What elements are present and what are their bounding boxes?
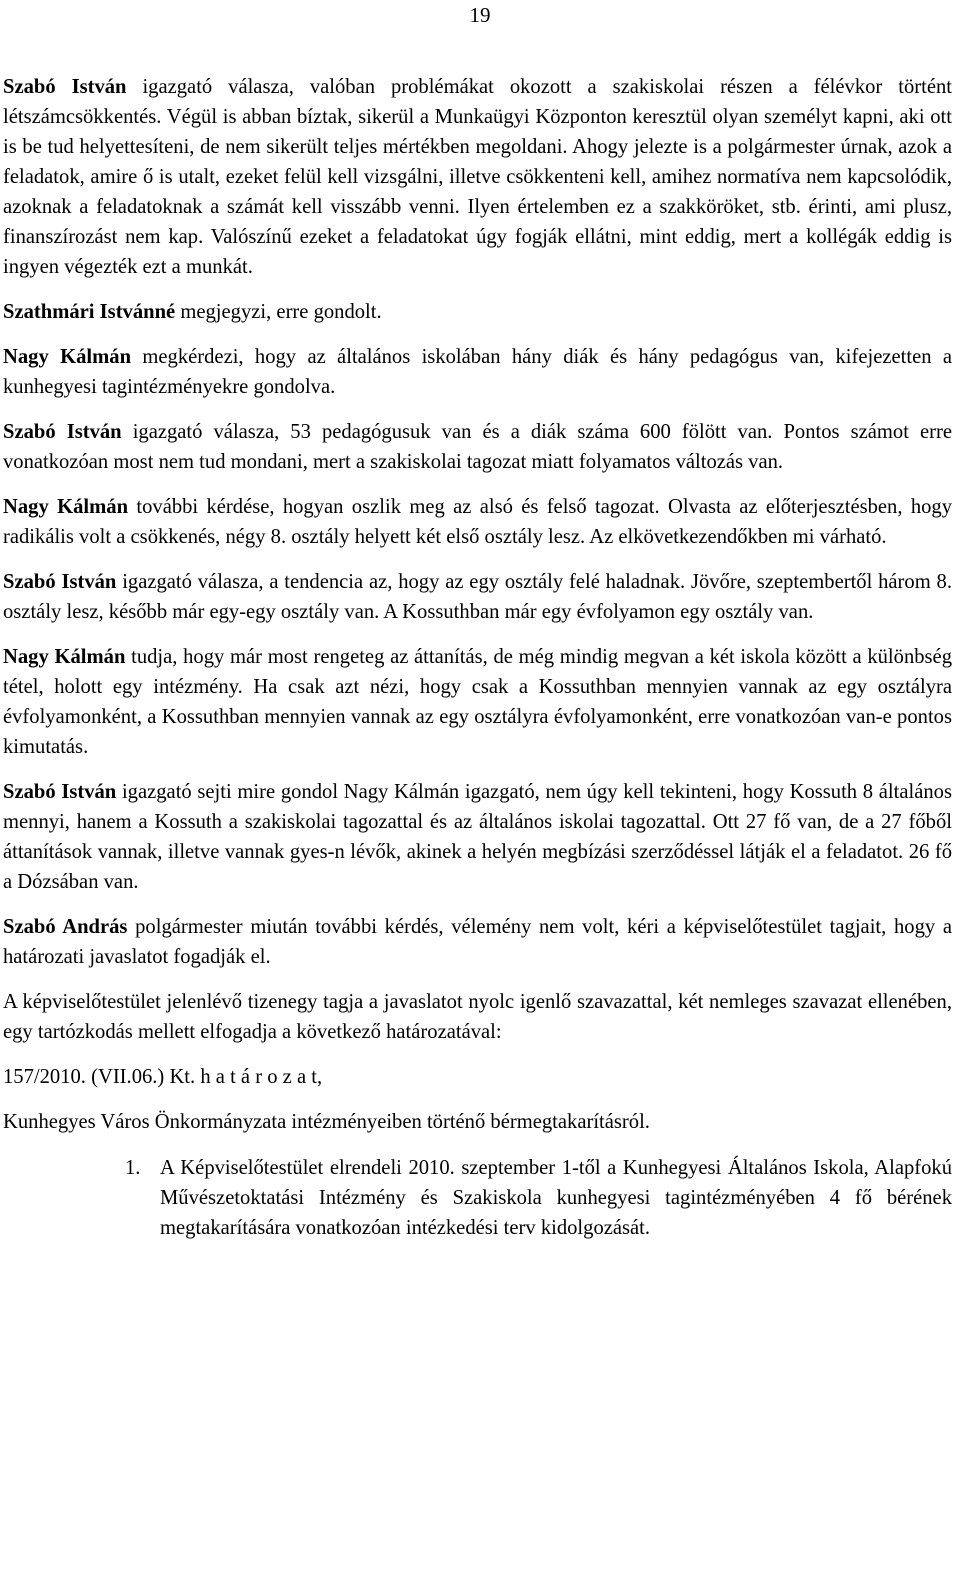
speaker-name: Szabó András bbox=[3, 916, 128, 938]
decision-title: Kunhegyes Város Önkormányzata intézményeiben történő bérmegtakarításról. bbox=[3, 1111, 650, 1133]
paragraph-text: igazgató válasza, 53 pedagógusuk van és a diák száma 600 fölött van. Pontos számot erre vonatkozóan most nem tud mondani, mert a szakiskolai tagozat miatt folyamatos változás van. bbox=[3, 421, 952, 473]
decision-number: 157/2010. (VII.06.) Kt. h a t á r o z a t, bbox=[3, 1066, 323, 1088]
speaker-name: Szathmári Istvánné bbox=[3, 301, 176, 323]
paragraph-text: tudja, hogy már most rengeteg az áttanítás, de még mindig megvan a két iskola között a különbség tétel, holott egy intézmény. Ha csak azt nézi, hogy csak a Kossuthban mennyien vannak az egy osztályra évfolyamonként, a Kossuthban mennyien vannak az egy osztályra évfolyamonként, erre vonatkozóan van-e pontos kimutatás. bbox=[3, 646, 952, 758]
paragraph bbox=[3, 417, 952, 477]
speaker-name: Nagy Kálmán bbox=[3, 496, 129, 518]
paragraph-text: polgármester miután további kérdés, vélemény nem volt, kéri a képviselőtestület tagjait, hogy a határozati javaslatot fogadják el. bbox=[3, 916, 952, 968]
paragraph-text: A képviselőtestület jelenlévő tizenegy tagja a javaslatot nyolc igenlő szavazattal, két nemleges szavazat ellenében, egy tartózkodás mellett elfogadja a következő határozatával: bbox=[3, 991, 952, 1043]
list-item bbox=[125, 1153, 952, 1243]
paragraph-text: igazgató válasza, valóban problémákat okozott a szakiskolai részen a félévkor történt létszámcsökkentés. Végül is abban bíztak, sikerül a Munkaügyi Központon keresztül olyan személyt kapni, aki ott is be tud helyettesíteni, de nem sikerült teljes mértékben megoldani. Ahogy jelezte is a polgármester úrnak, azok a feladatok, amire ő is utalt, ezeket felül kell vizsgálni, illetve csökkenteni kell, amihez normatíva nem kapcsolódik, azoknak a feladatoknak a számát kell visszább venni. Ilyen értelemben ez a szakköröket, stb. érinti, ami plusz, finanszírozást nem kap. Valószínű ezeket a feladatokat úgy fogják ellátni, mint eddig, mert a kollégák eddig is ingyen végezték ezt a munkát. bbox=[3, 76, 952, 278]
paragraph bbox=[3, 777, 952, 897]
paragraph-text: megjegyzi, erre gondolt. bbox=[175, 301, 382, 323]
list-item-number: 1. bbox=[125, 1157, 141, 1179]
list-item-text: A Képviselőtestület elrendeli 2010. szeptember 1-től a Kunhegyesi Általános Iskola, Alapfokú Művészetoktatási Intézmény és Szakiskola kunhegyesi tagintézményében 4 fő bérének megtakarítására vonatkozóan intézkedési terv kidolgozását. bbox=[160, 1157, 952, 1239]
paragraph bbox=[3, 567, 952, 627]
speaker-name: Szabó István bbox=[3, 571, 117, 593]
paragraph bbox=[3, 492, 952, 552]
paragraph bbox=[3, 72, 952, 282]
speaker-name: Nagy Kálmán bbox=[3, 346, 132, 368]
paragraph bbox=[3, 642, 952, 762]
paragraph-text: megkérdezi, hogy az általános iskolában hány diák és hány pedagógus van, kifejezetten a kunhegyesi tagintézményekre gondolva. bbox=[3, 346, 953, 398]
paragraph-text: további kérdése, hogyan oszlik meg az alsó és felső tagozat. Olvasta az előterjesztésben, hogy radikális volt a csökkenés, négy 8. osztály helyett két első osztály lesz. Az elkövetkezendőkben mi várható. bbox=[3, 496, 953, 548]
speaker-name: Szabó István bbox=[3, 781, 117, 803]
paragraph bbox=[3, 912, 952, 972]
document-body bbox=[3, 72, 952, 1243]
decision-list bbox=[3, 1153, 952, 1243]
paragraph bbox=[3, 987, 952, 1047]
paragraph bbox=[3, 297, 952, 327]
paragraph-text: igazgató válasza, a tendencia az, hogy az egy osztály felé haladnak. Jövőre, szeptembertől három 8. osztály lesz, később már egy-egy osztály van. A Kossuthban már egy évfolyamon egy osztály van. bbox=[3, 571, 952, 623]
page-number: 19 bbox=[469, 3, 491, 27]
paragraph-text: igazgató sejti mire gondol Nagy Kálmán igazgató, nem úgy kell tekinteni, hogy Kossuth 8 általános mennyi, hanem a Kossuth a szakiskolai tagozattal és az általános iskolai tagozattal. Ott 27 fő van, de a 27 főből áttanítások vannak, illetve vannak gyes-n lévők, akinek a helyén megbízási szerződéssel látják el a feladatot. 26 fő a Dózsában van. bbox=[3, 781, 952, 893]
speaker-name: Nagy Kálmán bbox=[3, 646, 126, 668]
speaker-name: Szabó István bbox=[3, 76, 127, 98]
paragraph bbox=[3, 342, 952, 402]
speaker-name: Szabó István bbox=[3, 421, 122, 443]
